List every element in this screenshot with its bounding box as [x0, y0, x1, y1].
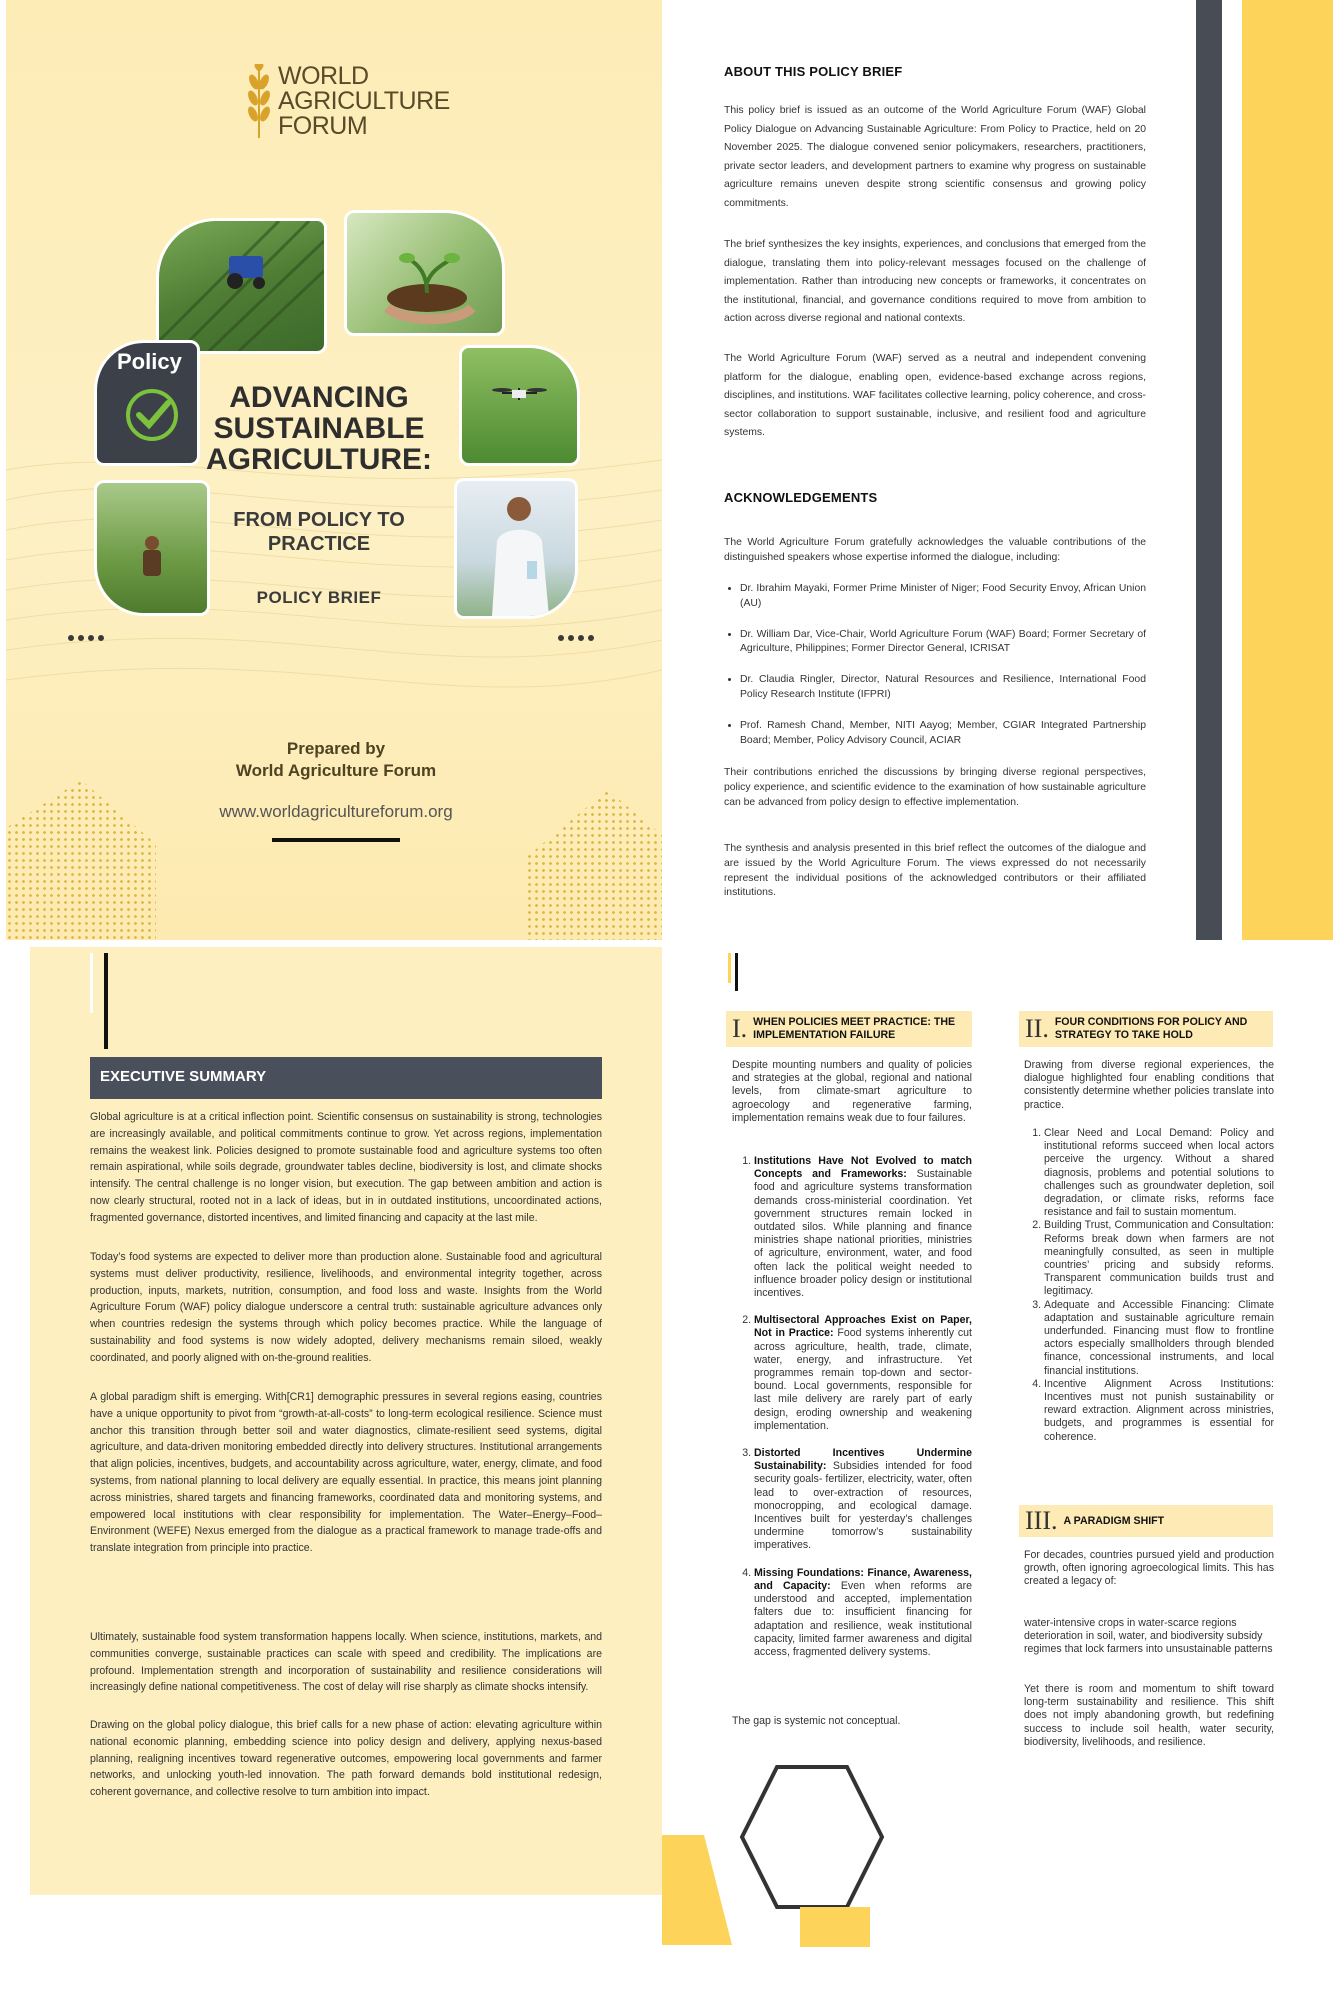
cover-page: [6, 0, 662, 940]
item-text: Subsidies intended for food security goals- fertilizer, electricity, water, often lead to over-extraction of resources, monocropping, and ecological damage. Incentives built for yesterday’s challenges undermine tomorrow’s sustainability imperatives.: [754, 1460, 972, 1552]
scientist-photo: [454, 478, 578, 619]
yellow-corner-shape: [662, 1835, 732, 1945]
item-lead: Multisectoral Approaches Exist on Paper, Not in Practice:: [754, 1314, 972, 1340]
section-3-header: [1019, 1505, 1273, 1537]
list-item: [754, 1447, 972, 1553]
exec-paragraph-3: A global paradigm shift is emerging. With[CR1] demographic pressures in several regions easing, countries have a unique opportunity to pivot from “growth-at-all-costs” to long-term ecological resilience. Science must anchor this transition through better soil and water diagnostics, climate-resilient seed systems, digital agriculture, and data-driven monitoring embedded directly into delivery structures. Institutional arrangements that align policies, incentives, budgets, and accountability across agriculture, water, energy, climate, and food systems, from national planning to local delivery are equally essential. In practice, this means joint planning across ministries, shared targets and financing frameworks, coordinated data and monitoring systems, and empowered local institutions with clear responsibility for implementation. The Water–Energy–Food–Environment (WEFE) Nexus emerged from the dialogue as a practical framework to manage trade-offs and translate integration from principle into practice.: [90, 1391, 602, 1555]
item-lead: Distorted Incentives Undermine Sustainability:: [754, 1447, 972, 1473]
seedling-hands-photo: [344, 210, 505, 336]
cover-title: [204, 382, 434, 475]
section-1-intro: Despite mounting numbers and quality of policies and strategies at the global, regional and national levels, from climate-smart agriculture to agroecology and regenerative farming, implementation remains weak due to four failures.: [732, 1059, 972, 1124]
speaker-item: • Dr. Ibrahim Mayaki, Former Prime Minister of Niger; Food Security Envoy, African Union (AU): [740, 582, 1146, 612]
section-2-number: II.: [1025, 1014, 1049, 1043]
exec-heading: EXECUTIVE SUMMARY: [100, 1068, 267, 1085]
item-text: Even when reforms are understood and accepted, implementation falters due to: insufficient financing for adaptation and resilience, weak institutional capacity, limited farmer awareness and digital access, fragmented delivery systems.: [754, 1579, 972, 1658]
section-1-title: WHEN POLICIES MEET PRACTICE: THE IMPLEMENTATION FAILURE: [753, 1016, 956, 1041]
doc-type-label: POLICY BRIEF: [256, 588, 382, 607]
speaker-item: • Dr. Claudia Ringler, Director, Natural Resources and Resilience, International Food Policy Research Institute (IFPRI): [740, 673, 1146, 703]
policy-label: Policy: [117, 349, 182, 374]
about-paragraph-2: The brief synthesizes the key insights, experiences, and conclusions that emerged from the dialogue, translating them into policy-relevant messages focused on the challenge of implementation. Rather than introducing new concepts or frameworks, it concentrates on the institutional, financial, and governance conditions required to move from ambition to action across diverse regional and national contexts.: [724, 239, 1146, 325]
section-3-paragraph-2: water-intensive crops in water-scarce regions deterioration in soil, water, and biodiversity subsidy regimes that lock farmers into unsustainable patterns: [1024, 1617, 1273, 1656]
accent-bar: [735, 953, 738, 991]
photo-wheel: [94, 210, 584, 650]
subtitle-line2: PRACTICE: [267, 533, 371, 555]
prepared-by-label: Prepared by: [286, 739, 386, 758]
title-line3: AGRICULTURE:: [205, 443, 433, 476]
sections-page: [662, 947, 1333, 1999]
website-link[interactable]: www.worldagricultureforum.org: [219, 802, 453, 821]
list-item: 4. Incentive Alignment Across Institutions: Incentives must not punish sustainability or reward extraction. Alignment across ministries, budgets, and programmes is essential for coherence.: [1044, 1378, 1274, 1444]
ack-heading: ACKNOWLEDGEMENTS: [724, 490, 878, 505]
list-item: 2. Building Trust, Communication and Consultation: Reforms break down when farmers are not meaningfully consulted, as seen in multiple countries’ pricing and subsidy reforms. Transparent communication builds trust and legitimacy.: [1044, 1219, 1274, 1298]
accent-bar-thin: [90, 953, 93, 1013]
exec-heading-bar: [90, 1057, 602, 1099]
prepared-by: [136, 738, 536, 782]
about-paragraph-1: This policy brief is issued as an outcome of the World Agriculture Forum (WAF) Global Policy Dialogue on Advancing Sustainable Agriculture: From Policy to Practice, held on 20 November 2025. The dialogue convened senior policymakers, researchers, practitioners, private sector leaders, and development partners to examine why progress on sustainable agriculture remains uneven despite strong scientific consensus and growing policy commitments.: [724, 105, 1146, 209]
speaker-item: • Dr. William Dar, Vice-Chair, World Agriculture Forum (WAF) Board; Former Secretary of Agriculture, Philippines; Former Director General, ICRISAT: [740, 628, 1146, 658]
section-1-closing: The gap is systemic not conceptual.: [732, 1715, 901, 1727]
cover-subtitle: [219, 508, 419, 556]
accent-bar: [104, 953, 108, 1049]
exec-paragraph-1: Global agriculture is at a critical inflection point. Scientific consensus on sustainability is strong, technologies are increasingly available, and political commitments continue to grow. Yet across regions, implementation remains the weakest link. Policies designed to promote sustainable food and agriculture systems too often remain aspirational, while soils degrade, groundwater tables decline, biodiversity is lost, and climate shocks intensify. The central challenge is no longer vision, but execution. The gap between ambition and action is now clearly structural, rooted not in a lack of ideas, but in in outdated institutions, uncoordinated actions, fragmented governance, distorted incentives, and limited financing and capacity at the last mile.: [90, 1111, 602, 1224]
yellow-block: [800, 1907, 870, 1947]
item-lead: Institutions Have Not Evolved to match Concepts and Frameworks:: [754, 1155, 972, 1181]
list-item: [754, 1155, 972, 1300]
dark-stripe: [1196, 0, 1222, 940]
prepared-by-org: World Agriculture Forum: [235, 761, 437, 780]
drone-photo: [459, 345, 580, 466]
yellow-stripe: [1242, 0, 1333, 940]
section-2-intro: Drawing from diverse regional experiences, the dialogue highlighted four enabling conditions that consistently determine whether policies translate into practice.: [1024, 1059, 1274, 1111]
wheat-icon: [246, 64, 272, 140]
speaker-list: [724, 582, 1146, 764]
list-item: [754, 1314, 972, 1433]
section-2-header: [1019, 1011, 1273, 1047]
ack-intro: The World Agriculture Forum gratefully acknowledges the valuable contributions of the distinguished speakers whose expertise informed the dialogue, including:: [724, 537, 1146, 563]
exec-paragraph-5: Drawing on the global policy dialogue, this brief calls for a new phase of action: elevating agriculture within national economic planning, embedding science into policy design and delivery, applying nexus-based planning, realigning incentives toward regenerative outcomes, empowering local governments and farmer networks, and unlocking youth-led innovation. The path forward demands bold institutional redesign, coherent governance, and collective resolve to turn ambition into impact.: [90, 1719, 602, 1799]
tractor-field-photo: [156, 218, 327, 354]
logo-line2: AGRICULTURE: [278, 87, 450, 115]
section-1-number: I.: [732, 1014, 748, 1043]
list-item: 3. Adequate and Accessible Financing: Climate adaptation and sustainable agriculture remain underfunded. Financing must flow to frontline actors especially smallholders through blended finance, concessional instruments, and local financial institutions.: [1044, 1299, 1274, 1378]
section-3-paragraph-1: For decades, countries pursued yield and production growth, often ignoring agroecological limits. This has created a legacy of:: [1024, 1549, 1274, 1588]
about-heading: ABOUT THIS POLICY BRIEF: [724, 64, 903, 79]
waf-logo: [246, 62, 450, 144]
section-2-title: FOUR CONDITIONS FOR POLICY AND STRATEGY TO TAKE HOLD: [1054, 1016, 1248, 1041]
section-1-list: [732, 1155, 972, 1673]
section-3-title: A PARADIGM SHIFT: [1063, 1514, 1165, 1527]
section-3-paragraph-3: Yet there is room and momentum to shift toward long-term sustainability and resilience. This shift does not imply abandoning growth, but redefining success to include soil health, water security, biodiversity, livelihoods, and resilience.: [1024, 1683, 1274, 1748]
checkmark-icon: [122, 385, 182, 445]
section-2-list: [1024, 1127, 1274, 1444]
title-line1: ADVANCING: [229, 381, 409, 414]
section-3-number: III.: [1025, 1506, 1058, 1535]
item-text: Sustainable food and agriculture systems transformation demands cross-ministerial coordination. Yet government structures remain locked in outdated silos. While planning and finance ministries shape national priorities, ministries of agriculture, environment, water, and food often lack the political weight needed to influence broader policy design or institutional incentives.: [754, 1168, 972, 1300]
dots-right: [558, 628, 598, 646]
section-1-header: [726, 1011, 972, 1047]
executive-summary-page: [30, 947, 662, 1895]
exec-paragraph-4: Ultimately, sustainable food system transformation happens locally. When science, institutions, markets, and communities converge, sustainable practices can scale with speed and credibility. The implications are profound. Implementation strength and incorporation of sustainability and resilience considerations will increasingly define national competitiveness. The cost of delay will rise sharply as climate shocks intensify.: [90, 1631, 602, 1694]
list-item: 1. Clear Need and Local Demand: Policy and institutional reforms succeed when local actors perceive the urgency. Without a shared diagnosis, problems and potential solutions to challenges such as groundwater depletion, soil degradation, or climate risks, reforms face resistance and fail to sustain momentum.: [1044, 1127, 1274, 1219]
about-page: [662, 0, 1333, 940]
speaker-item: • Prof. Ramesh Chand, Member, NITI Aayog; Member, CGIAR Integrated Partnership Board; Member, Policy Advisory Council, ACIAR: [740, 719, 1146, 749]
farmer-field-photo: [94, 480, 210, 616]
ack-synthesis: The synthesis and analysis presented in this brief reflect the outcomes of the dialogue and are issued by the World Agriculture Forum. The views expressed do not necessarily represent the individual positions of the acknowledged contributors or their affiliated institutions.: [724, 843, 1146, 899]
dots-left: [68, 628, 108, 646]
title-line2: SUSTAINABLE: [213, 412, 425, 445]
list-item: [754, 1567, 972, 1659]
subtitle-line1: FROM POLICY TO: [233, 509, 405, 531]
about-paragraph-3: The World Agriculture Forum (WAF) served as a neutral and independent convening platform for the dialogue, enabling open, evidence-based exchange across regions, disciplines, and institutions. WAF facilitates collective learning, policy coherence, and cross-sector collaboration to support sustainable, inclusive, and resilient food and agriculture systems.: [724, 353, 1146, 439]
cover-underline: [272, 838, 400, 842]
logo-line3: FORUM: [278, 112, 368, 140]
item-text: Food systems inherently cut across agriculture, health, trade, climate, water, energy, and infrastructure. Yet programmes remain top-down and sector-bound. Local governments, responsible for last mile delivery are rarely part of early design, eroding ownership and weakening implementation.: [754, 1327, 972, 1432]
ack-contributions: Their contributions enriched the discussions by bringing diverse regional perspectives, policy experience, and scientific evidence to the examination of how sustainable agriculture can be advanced from policy design to effective implementation.: [724, 767, 1146, 808]
logo-line1: WORLD: [278, 62, 369, 90]
exec-paragraph-2: Today’s food systems are expected to deliver more than production alone. Sustainable food and agricultural systems must deliver productivity, resilience, livelihoods, and environmental integrity together, across production, inputs, markets, nutrition, consumption, and food loss and waste. Insights from the World Agriculture Forum (WAF) policy dialogue underscore a central truth: sustainable agriculture advances only when countries redesign the systems through which policy becomes practice. While the language of sustainability and food systems is now widely adopted, delivery mechanisms remain siloed, weakly coordinated, and poorly aligned with on-the-ground realities.: [90, 1251, 602, 1364]
policy-badge: [94, 340, 200, 466]
accent-bar-yellow: [728, 953, 731, 983]
item-lead: Missing Foundations: Finance, Awareness, and Capacity:: [754, 1566, 972, 1592]
